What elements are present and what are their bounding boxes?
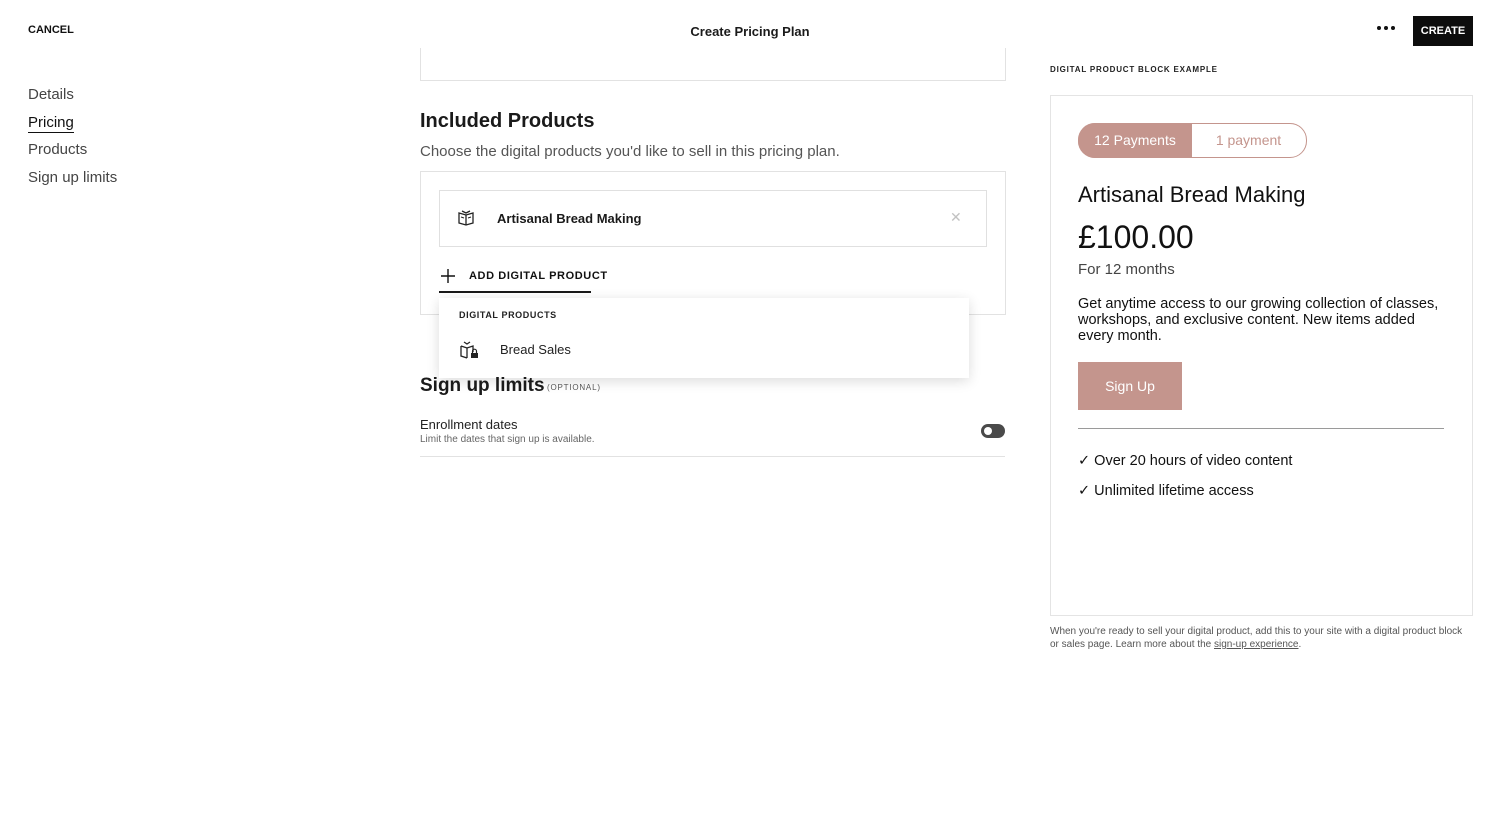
- included-products-description: Choose the digital products you'd like to sell in this pricing plan.: [420, 143, 840, 160]
- block-example-heading: DIGITAL PRODUCT BLOCK EXAMPLE: [1050, 65, 1218, 74]
- optional-tag: (OPTIONAL): [547, 383, 601, 392]
- locked-product-icon: [460, 340, 479, 359]
- preview-price: £100.00: [1078, 219, 1194, 255]
- sign-up-limits-heading: Sign up limits: [420, 375, 545, 396]
- product-block-preview: [1050, 95, 1473, 616]
- dropdown-heading: DIGITAL PRODUCTS: [459, 310, 557, 320]
- enrollment-dates-title: Enrollment dates: [420, 417, 518, 432]
- more-horizontal-icon[interactable]: [1373, 14, 1399, 42]
- sign-up-experience-link[interactable]: sign-up experience: [1214, 639, 1299, 650]
- payment-option-1-payment[interactable]: 1 payment: [1215, 132, 1282, 148]
- sidebar-item-pricing[interactable]: Pricing: [28, 114, 74, 131]
- plus-icon: [441, 269, 455, 283]
- dropdown-item-label: Bread Sales: [500, 342, 571, 357]
- toggle-knob: [984, 427, 992, 435]
- cancel-button[interactable]: CANCEL: [28, 24, 74, 36]
- preview-product-title: Artisanal Bread Making: [1078, 182, 1306, 207]
- enrollment-dates-description: Limit the dates that sign up is available.: [420, 434, 595, 445]
- included-products-heading: Included Products: [420, 110, 595, 132]
- preview-period: For 12 months: [1078, 261, 1175, 278]
- preview-sign-up-button[interactable]: Sign Up: [1078, 362, 1182, 410]
- preview-description: Get anytime access to our growing collection of classes, workshops, and exclusive content. New items added every month.: [1078, 296, 1439, 344]
- close-icon[interactable]: ✕: [950, 209, 962, 225]
- book-icon: [457, 208, 475, 226]
- page-title: Create Pricing Plan: [690, 24, 810, 39]
- sidebar-item-sign-up-limits[interactable]: Sign up limits: [28, 169, 118, 186]
- add-digital-product-label: ADD DIGITAL PRODUCT: [469, 270, 608, 282]
- preview-divider: [1078, 428, 1444, 429]
- sidebar-item-products[interactable]: Products: [28, 141, 88, 158]
- footer-note: [1050, 625, 1470, 651]
- payment-option-12-payments[interactable]: 12 Payments: [1078, 123, 1192, 158]
- previous-section-box: [420, 48, 1006, 81]
- footer-note-end: .: [1298, 639, 1302, 650]
- footer-note-text: When you're ready to sell your digital product, add this to your site with a digital product block or sales page. Learn more about the: [1050, 626, 1463, 650]
- divider: [420, 456, 1005, 457]
- sidebar-item-details[interactable]: Details: [28, 86, 74, 103]
- selected-product-name: Artisanal Bread Making: [497, 211, 642, 226]
- preview-feature-item: ✓ Over 20 hours of video content: [1078, 453, 1293, 469]
- preview-feature-item: ✓ Unlimited lifetime access: [1078, 483, 1254, 499]
- create-button[interactable]: CREATE: [1413, 16, 1473, 46]
